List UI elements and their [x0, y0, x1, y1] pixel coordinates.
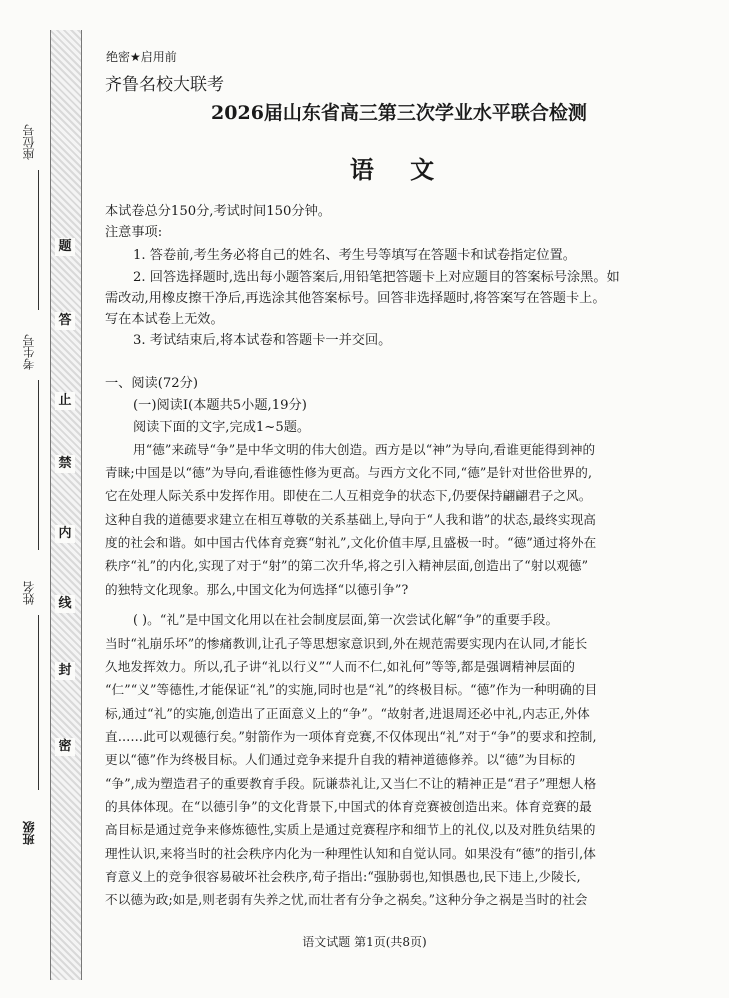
- summary-text: 本试卷总分150分,考试时间150分钟。: [105, 204, 331, 219]
- binding-char: 封: [55, 662, 75, 680]
- passage-line: ( )。“礼”是中国文化用以在社会制度层面,第一次尝试化解“争”的重要手段。: [133, 612, 559, 627]
- binding-char: 止: [55, 392, 75, 410]
- passage-line: 直……此可以观德行矣。”射箭作为一项体育竞赛,不仅体现出“礼”对于“争”的要求和控制,: [105, 729, 597, 744]
- exam-no-label: 考生号: [22, 334, 36, 370]
- passage-line: 育意义上的竞争很容易破坏社会秩序,荀子指出:“强胁弱也,知惧愚也,民下违上,少陵长,: [105, 869, 581, 884]
- exam-no-line: [38, 380, 39, 550]
- note-item: 1. 答卷前,考生务必将自己的姓名、考生号等填写在答题卡和试卷指定位置。: [133, 248, 576, 263]
- seat-line: [38, 170, 39, 310]
- passage-line: 秩序“礼”的内化,实现了对于“射”的第二次升华,将之引入精神层面,创造出了“射以观德”: [105, 558, 589, 573]
- note-item: 需改动,用橡皮擦干净后,再选涂其他答案标号。回答非选择题时,将答案写在答题卡上。: [105, 291, 606, 306]
- note-item: 写在本试卷上无效。: [105, 312, 224, 327]
- name-line: [38, 615, 39, 790]
- section-title: 一、阅读(72分): [105, 376, 199, 391]
- binding-char: 线: [55, 595, 75, 613]
- passage-line: 度的社会和谐。如中国古代体育竞赛“射礼”,文化价值丰厚,且盛极一时。“德”通过将外在: [105, 535, 597, 550]
- note-item: 2. 回答选择题时,选出每小题答案后,用铅笔把答题卡上对应题目的答案标号涂黑。如: [133, 270, 620, 285]
- subsection-title: (一)阅读Ⅰ(本题共5小题,19分): [133, 398, 307, 413]
- passage-line: 用“德”来疏导“争”是中华文明的伟大创造。西方是以“神”为导向,看谁更能得到神的: [133, 442, 596, 457]
- passage-line: “争”,成为塑造君子的重要教育手段。阮谦恭礼让,又当仁不让的精神正是“君子”理想人格: [105, 776, 597, 791]
- class-label: 班级: [22, 821, 36, 845]
- passage-line: 的独特文化现象。那么,中国文化为何选择“以德引争”?: [105, 582, 409, 597]
- exam-title: 2026届山东省高三第三次学业水平联合检测: [211, 102, 587, 124]
- instruction-text: 阅读下面的文字,完成1~5题。: [133, 420, 311, 435]
- passage-line: 这种自我的道德要求建立在相互尊敬的关系基础上,导向于“人我和谐”的状态,最终实现高: [105, 512, 596, 527]
- binding-char: 题: [55, 238, 75, 256]
- passage-line: 它在处理人际关系中发挥作用。即使在二人互相竞争的状态下,仍要保持翩翩君子之风。: [105, 488, 592, 503]
- binding-char: 密: [55, 738, 75, 756]
- passage-line: 更以“德”作为终极目标。人们通过竞争来提升自我的精神道德修养。以“德”为目标的: [105, 752, 576, 767]
- secret-label: 绝密★启用前: [106, 50, 177, 64]
- passage-line: “仁”“义”等德性,才能保证“礼”的实施,同时也是“礼”的终极目标。“德”作为一种明确的目: [105, 682, 598, 697]
- name-label: 姓名: [22, 581, 36, 605]
- seat-label: 座位号: [22, 124, 36, 160]
- page-footer: 语文试题 第1页(共8页): [302, 935, 427, 949]
- passage-line: 当时“礼崩乐坏”的惨痛教训,让孔子等思想家意识到,外在规范需要实现内在认同,才能长: [105, 636, 588, 651]
- passage-line: 青睐;中国是以“德”为导向,看谁德性修为更高。与西方文化不同,“德”是针对世俗世界的,: [105, 465, 593, 480]
- binding-char: 内: [55, 525, 75, 543]
- passage-line: 高目标是通过竞争来修炼德性,实质上是通过竞赛程序和细节上的礼仪,以及对胜负结果的: [105, 822, 596, 837]
- note-item: 3. 考试结束后,将本试卷和答题卡一并交回。: [133, 333, 392, 348]
- passage-line: 的具体体现。在“以德引争”的文化背景下,中国式的体育竞赛被创造出来。体育竞赛的最: [105, 799, 592, 814]
- subject-title: 语 文: [349, 156, 449, 184]
- binding-char: 禁: [55, 455, 75, 473]
- passage-line: 久地发挥效力。所以,孔子讲“礼以行义”“人而不仁,如礼何”等等,都是强调精神层面的: [105, 659, 576, 674]
- passage-line: 标,通过“礼”的实施,创造出了正面意义上的“争”。“故射者,进退周还必中礼,内志正,外体: [105, 706, 590, 721]
- passage-line: 不以德为政;如是,则老弱有失养之忧,而壮者有分争之祸矣。”这种分争之祸是当时的社会: [105, 892, 588, 907]
- binding-strip: [50, 30, 82, 980]
- binding-char: 答: [55, 312, 75, 330]
- alliance-name: 齐鲁名校大联考: [105, 75, 224, 95]
- notes-title: 注意事项:: [105, 225, 163, 240]
- passage-line: 理性认识,来将当时的社会秩序内化为一种理性认知和自觉认同。如果没有“德”的指引,体: [105, 846, 596, 861]
